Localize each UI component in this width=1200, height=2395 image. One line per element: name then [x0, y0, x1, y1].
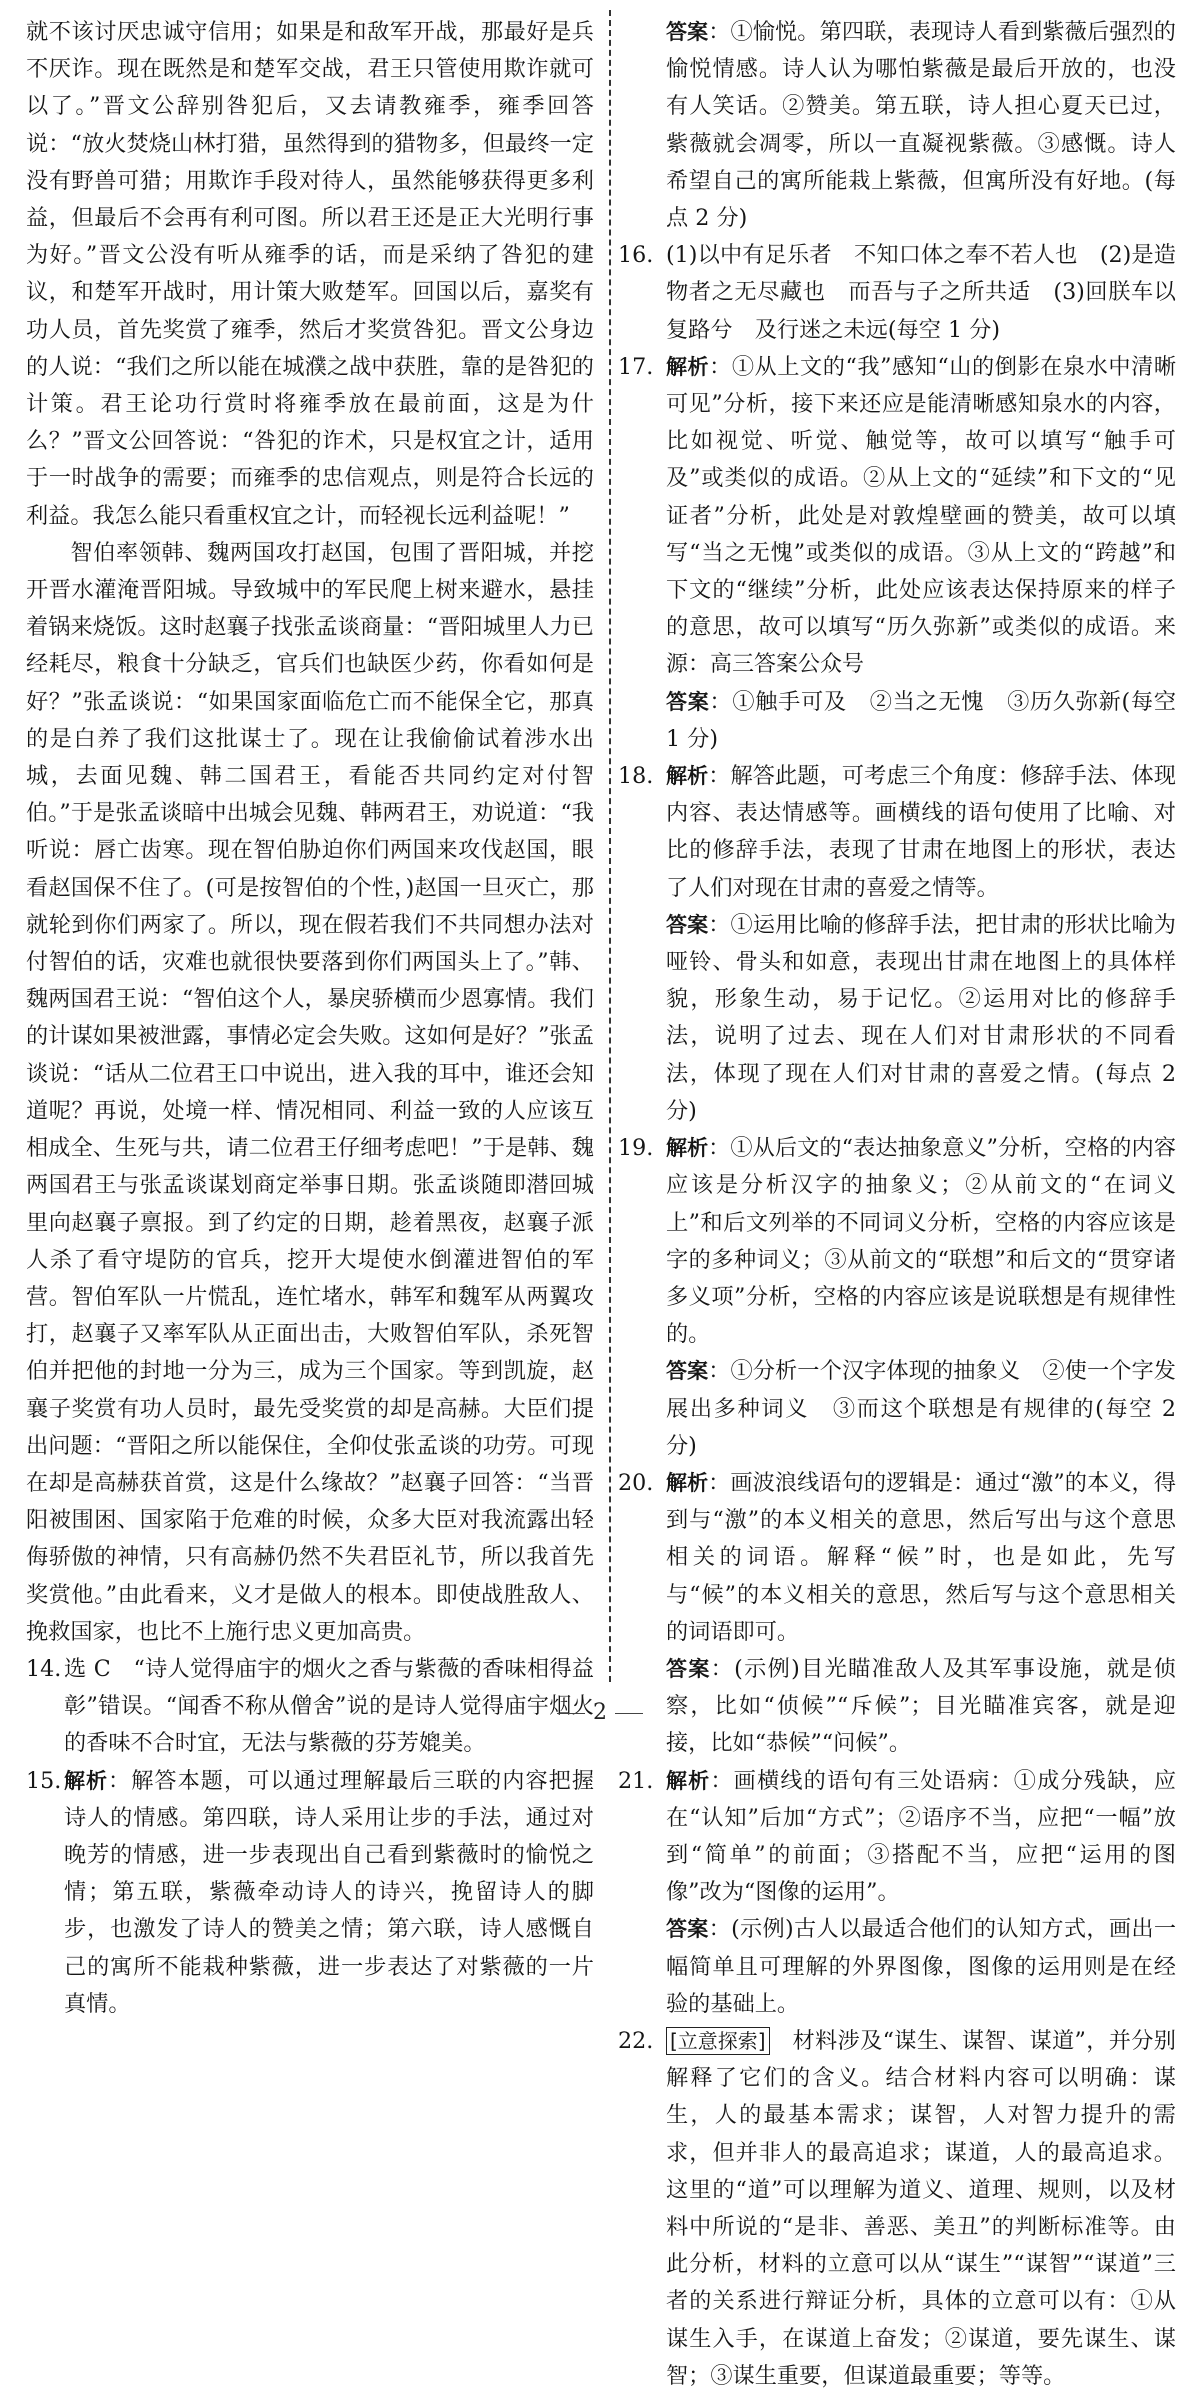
question-18-analysis: ：解答此题，可考虑三个角度：修辞手法、体现内容、表达情感等。画横线的语句使用了比喻、对比的修辞手法，表现了甘肃在地图上的形状，表达了人们对现在甘肃的喜爱之情等。: [666, 763, 1176, 901]
question-14-answer: 选 C “诗人觉得庙宇的烟火之香与紫薇的香味相得益彰”错误。“闻香不称从僧舍”说的是诗人觉得庙宇烟火的香味不合时宜，无法与紫薇的芬芳媲美。: [64, 1655, 594, 1757]
question-16-answer: (1)以中有足乐者 不知口体之奉不若人也 (2)是造物者之无尽藏也 而吾与子之所共适 (3)回朕车以复路兮 及行迷之未远(每空 1 分): [666, 242, 1176, 343]
translation-paragraph-1: 就不该讨厌忠诚守信用；如果是和敌军开战，那最好是兵不厌诈。现在既然是和楚军交战，君王只管使用欺诈就可以了。”晋文公辞别咎犯后，又去请教雍季，雍季回答说：“放火焚烧山林打猎，虽然得到的猎物多，但最终一定没有野兽可猎；用欺诈手段对待人，虽然能够获得更多利益，但最后不会再有利可图。所以君王还是正大光明行事为好。”晋文公没有听从雍季的话，而是采纳了咎犯的建议，和楚军开战时，用计策大败楚军。回国以后，嘉奖有功人员，首先奖赏了雍季，然后才奖赏咎犯。晋文公身边的人说：“我们之所以能在城濮之战中获胜，靠的是咎犯的计策。君王论功行赏时将雍季放在最前面，这是为什么？”晋文公回答说：“咎犯的诈术，只是权宜之计，适用于一时战争的需要；而雍季的忠信观点，则是符合长远的利益。我怎么能只看重权宜之计，而轻视长远利益呢！”: [26, 19, 594, 529]
analysis-label: 解析: [666, 1768, 711, 1793]
question-22: [618, 2023, 1176, 2395]
question-17: [618, 349, 1177, 684]
right-column: [618, 14, 1177, 2395]
question-19-answer-block: [628, 1353, 1176, 1465]
question-19-answer: ：①分析一个汉字体现的抽象义 ②使一个字发展出多种词义 ③而这个联想是有规律的(每空 2 分): [666, 1358, 1176, 1459]
answer-label: 答案: [666, 1917, 709, 1942]
question-21-analysis: ：画横线的语句有三处语病：①成分残缺，应在“认知”后加“方式”；②语序不当，应把“一幅”放到“简单”的前面；③搭配不当，应把“运用的图像”改为“图像的运用”。: [666, 1767, 1177, 1906]
question-16: [618, 237, 1176, 349]
question-number: 14.: [26, 1655, 62, 1682]
question-18-answer: ：①运用比喻的修辞手法，把甘肃的形状比喻为哑铃、骨头和如意，表现出甘肃在地图上的具体样貌，形象生动，易于记忆。②运用对比的修辞手法，说明了过去、现在人们对甘肃形状的不同看法，体现了现在人们对甘肃的喜爱之情。(每点 2 分): [666, 911, 1176, 1124]
question-21: [618, 1763, 1177, 1912]
source-note: 来源：高三答案公众号: [666, 615, 1176, 678]
question-number: 21.: [618, 1767, 654, 1794]
page-footer: [0, 1700, 1200, 1725]
column-divider: [609, 10, 611, 1682]
question-number: 17.: [618, 353, 654, 380]
question-18-answer-block: [628, 907, 1176, 1130]
question-17-answer-block: [628, 684, 1176, 758]
question-20-answer: ：(示例)目光瞄准敌人及其军事设施，就是侦察，比如“侦候”“斥候”；目光瞄准宾客，就是迎接，比如“恭候”“问候”。: [666, 1655, 1177, 1757]
question-15: [26, 1763, 594, 2023]
question-21-answer: ：(示例)古人以最适合他们的认知方式，画出一幅简单且可理解的外界图像，图像的运用则是在经验的基础上。: [666, 1916, 1177, 2017]
answer-label: 答案: [666, 1656, 711, 1681]
question-17-answer: ：①触手可及 ②当之无愧 ③历久弥新(每空 1 分): [666, 688, 1177, 752]
question-19-analysis: ：①从后文的“表达抽象意义”分析，空格的内容应该是分析汉字的抽象义；②从前文的“在词义上”和后文列举的不同词义分析，空格的内容应该是字的多种词义；③从前文的“联想”和后文的“贯穿诸多义项”分析，空格的内容应该是说联想是有规律性的。: [666, 1135, 1177, 1348]
analysis-label: 解析: [666, 1470, 709, 1495]
answer-label: 答案: [666, 20, 709, 44]
question-17-analysis: ：①从上文的“我”感知“山的倒影在泉水中清晰可见”分析，接下来还应是能清晰感知泉水的内容，比如视觉、听觉、触觉等，故可以填写“触手可及”或类似的成语。②从上文的“延续”和下文的“见证者”分析，此处是对敦煌壁画的赞美，故可以填写“当之无愧”或类似的成语。③从上文的“跨越”和下文的“继续”分析，此处应该表达保持原来的样子的意思，故可以填写“历久弥新”或类似的成语。: [666, 353, 1177, 641]
theme-exploration-label: [立意探索]: [666, 2027, 770, 2055]
question-15-analysis: ：解答本题，可以通过理解最后三联的内容把握诗人的情感。第四联，诗人采用让步的手法，通过对晚芳的情感，进一步表现出自己看到紫薇时的愉悦之情；第五联，紫薇牵动诗人的诗兴，挽留诗人的脚步，也激发了诗人的赞美之情；第六联，诗人感慨自己的寓所不能栽种紫薇，进一步表达了对紫薇的一片真情。: [64, 1767, 595, 2017]
analysis-label: 解析: [666, 1136, 709, 1161]
page-number: 2: [593, 1700, 607, 1725]
question-number: 16.: [618, 242, 654, 269]
answer-label: 答案: [666, 912, 709, 937]
translation-paragraph-2: 智伯率领韩、魏两国攻打赵国，包围了晋阳城，并挖开晋水灌淹晋阳城。导致城中的军民爬上树来避水，悬挂着锅来烧饭。这时赵襄子找张孟谈商量：“晋阳城里人力已经耗尽，粮食十分缺乏，官兵们也缺医少药，你看如何是好？”张孟谈说：“如果国家面临危亡而不能保全它，那真的是白养了我们这批谋士了。现在让我偷偷试着涉水出城，去面见魏、韩二国君王，看能否共同约定对付智伯。”于是张孟谈暗中出城会见魏、韩两君王，劝说道：“我听说：唇亡齿寒。现在智伯胁迫你们两国来攻伐赵国，眼看赵国保不住了。(可是按智伯的个性，)赵国一旦灭亡，那就轮到你们两家了。所以，现在假若我们不共同想办法对付智伯的话，灾难也就很快要落到你们两国头上了。”韩、魏两国君王说：“智伯这个人，暴戾骄横而少恩寡情。我们的计谋如果被泄露，事情必定会失败。这如何是好？”张孟谈说：“话从二位君王口中说出，进入我的耳中，谁还会知道呢？再说，处境一样、情况相同、利益一致的人应该互相成全、生死与共，请二位君王仔细考虑吧！”于是韩、魏两国君王与张孟谈谋划商定举事日期。张孟谈随即潜回城里向赵襄子禀报。到了约定的日期，趁着黑夜，赵襄子派人杀了看守堤防的官兵，挖开大堤使水倒灌进智伯的军营。智伯军队一片慌乱，连忙堵水，韩军和魏军从两翼攻打，赵襄子又率军队从正面出击，大败智伯军队，杀死智伯并把他的封地一分为三，成为三个国家。等到凯旋，赵襄子奖赏有功人员时，最先受奖赏的却是高赫。大臣们提出问题：“晋阳之所以能保住，全仰仗张孟谈的功劳。可现在却是高赫获首赏，这是什么缘故？”赵襄子回答：“当晋阳被围困、国家陷于危难的时候，众多大臣对我流露出轻侮骄傲的神情，只有高赫仍然不失君臣礼节，所以我首先奖赏他。”由此看来，义才是做人的根本。即使战胜敌人、挽救国家，也比不上施行忠义更加高贵。: [26, 539, 594, 1645]
question-20: [618, 1465, 1177, 1651]
question-number: 15.: [26, 1767, 62, 1794]
analysis-label: 解析: [64, 1768, 109, 1793]
question-22-analysis: 材料涉及“谋生、谋智、谋道”，并分别解释了它们的含义。结合材料内容可以明确：谋生，人的最基本需求；谋智，人对智力提升的需求，但并非人的最高追求；谋道，人的最高追求。这里的“道”可以理解为道义、道理、规则，以及材料中所说的“是非、善恶、美丑”的判断标准等。由此分析，材料的立意可以从“谋生”“谋智”“谋道”三者的关系进行辩证分析，具体的立意可以有：①从谋生入手，在谋道上奋发；②谋道，要先谋生、谋智；③谋生重要，但谋道最重要；等等。: [666, 2027, 1176, 2389]
question-15-answer: ：①愉悦。第四联，表现诗人看到紫薇后强烈的愉悦情感。诗人认为哪怕紫薇是最后开放的，也没有人笑话。②赞美。第五联，诗人担心夏天已过，紫薇就会凋零，所以一直凝视紫薇。③感慨。诗人希望自己的寓所能栽上紫薇，但寓所没有好地。(每点 2 分): [666, 19, 1176, 232]
answer-label: 答案: [666, 1359, 709, 1384]
answer-label: 答案: [666, 689, 710, 714]
analysis-label: 解析: [666, 354, 710, 379]
question-15-answer-block: [628, 14, 1176, 237]
footer-dash-right: [615, 1713, 643, 1714]
analysis-label: 解析: [666, 764, 709, 789]
question-18: [618, 758, 1176, 907]
question-21-answer-block: [628, 1911, 1176, 2023]
question-number: 18.: [618, 763, 654, 790]
question-number: 22.: [618, 2027, 654, 2054]
footer-dash-left: [557, 1713, 585, 1714]
question-19: [618, 1130, 1177, 1353]
question-number: 20.: [618, 1469, 654, 1496]
question-20-analysis: ：画波浪线语句的逻辑是：通过“激”的本义，得到与“激”的本义相关的意思，然后写出与这个意思相关的词语。解释“候”时，也是如此，先写与“候”的本义相关的意思，然后写与这个意思相关的词语即可。: [666, 1469, 1177, 1645]
question-number: 19.: [618, 1135, 654, 1162]
